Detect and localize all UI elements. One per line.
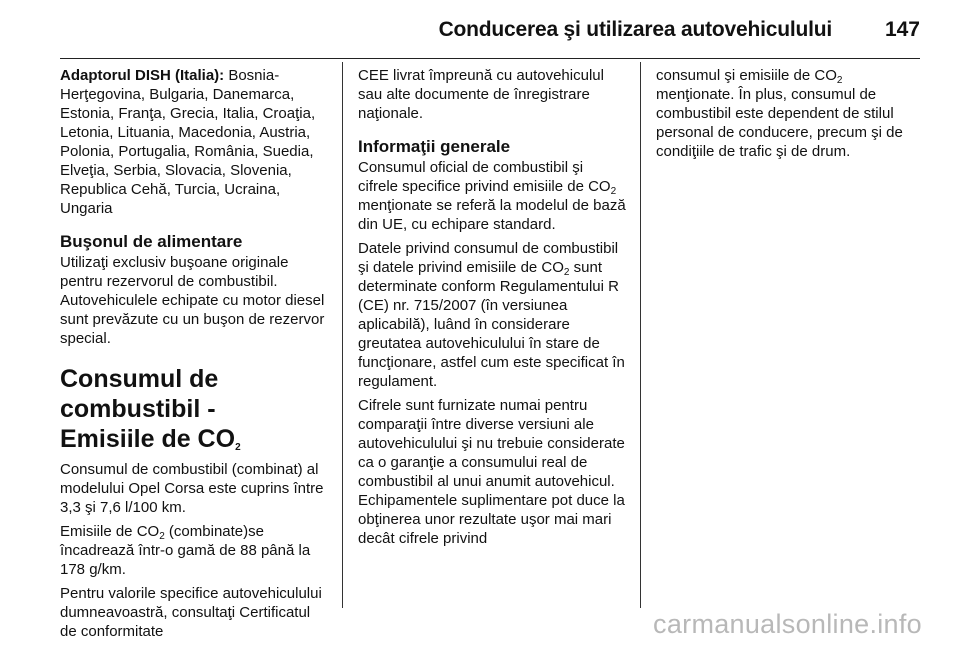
co2-subscript: 2 <box>159 531 165 542</box>
official-text-a: Consumul oficial de combustibil şi cifrele specifice privind emisiile de CO <box>358 159 611 195</box>
page-number: 147 <box>884 18 920 41</box>
co2-subscript: 2 <box>235 442 241 453</box>
cee-paragraph: CEE livrat împreună cu autovehiculul sau alte documente de înregistrare naţionale. <box>358 67 604 122</box>
continuation-paragraph <box>656 66 926 161</box>
section-title <box>60 364 326 454</box>
column-2 <box>358 66 626 553</box>
co2-subscript: 2 <box>563 267 570 278</box>
emissions-paragraph <box>60 522 326 579</box>
data-text-a: Datele privind consumul de combustibil şi datele privind emisiile de CO <box>358 240 619 276</box>
consumption-paragraph: Consumul de combustibil (combinat) al modelului Opel Corsa este cuprins între 3,3 şi 7,6 l/100 km. <box>60 461 324 516</box>
co2-subscript: 2 <box>610 186 617 197</box>
section-title-line1: Consumul de combustibil - <box>60 365 219 423</box>
column-divider-1 <box>342 62 343 608</box>
emissions-text-a: Emisiile de CO <box>60 523 160 540</box>
continuation-text-b: menţionate. În plus, consumul de combustibil este dependent de stilul personal de conducere, precum şi de condiţiile de trafic şi de drum. <box>656 86 903 160</box>
data-text-b: sunt determinate conform Regulamentului R (CE) nr. 715/2007 (în versiunea aplicabilă), luând în considerare greutatea autovehiculului în stare de funcţionare, astfel cum este specificat în regulament. <box>358 259 625 390</box>
specific-values-paragraph: Pentru valorile specifice autovehiculului dumneavoastră, consultaţi Certificatul de conformitate <box>60 585 322 640</box>
additional-equipment-paragraph: Echipamentele suplimentare pot duce la obţinerea unor rezultate uşor mai mari decât cifrele privind <box>358 492 625 547</box>
dish-adapter-paragraph <box>60 66 326 218</box>
co2-subscript: 2 <box>836 75 843 86</box>
official-figures-paragraph <box>358 158 626 234</box>
section-title-line2: Emisiile de CO <box>60 425 236 453</box>
data-determination-paragraph <box>358 239 626 391</box>
column-3 <box>656 66 926 166</box>
fuel-cap-text: Utilizaţi exclusiv buşoane originale pentru rezervorul de combustibil. Autovehiculele echipate cu motor diesel sunt prevăzute cu un buşon de rezervor special. <box>60 254 325 347</box>
dish-adapter-text: Bosnia-Herţegovina, Bulgaria, Danemarca, Estonia, Franţa, Grecia, Italia, Croaţia, Letonia, Lituania, Macedonia, Austria, Polonia, Portugalia, România, Suedia, Elveţia, Serbia, Slovacia, Slovenia, Republica Cehă, Turcia, Ucraina, Ungaria <box>60 67 316 217</box>
continuation-text-a: consumul şi emisiile de CO <box>656 67 837 84</box>
header-divider <box>60 58 920 59</box>
column-divider-2 <box>640 62 641 608</box>
column-1 <box>60 66 326 646</box>
dish-adapter-label: Adaptorul DISH (Italia): <box>60 67 225 84</box>
figures-comparison-paragraph: Cifrele sunt furnizate numai pentru comparaţii între diverse versiuni ale autovehiculului şi nu trebuie considerate ca o garanţie a consumului real de combustibil al unui anumit autovehicul. <box>358 397 625 490</box>
watermark-link[interactable]: carmanualsonline.info <box>653 609 922 639</box>
fuel-cap-heading: Buşonul de alimentare <box>60 232 243 251</box>
official-text-b: menţionate se referă la modelul de bază din UE, cu echipare standard. <box>358 197 626 233</box>
emissions-text-b: (combinate)se încadrează într-o gamă de 88 până la 178 g/km. <box>60 523 311 578</box>
chapter-title: Conducerea şi utilizarea autovehiculului <box>438 18 832 41</box>
general-info-heading: Informaţii generale <box>358 137 511 156</box>
